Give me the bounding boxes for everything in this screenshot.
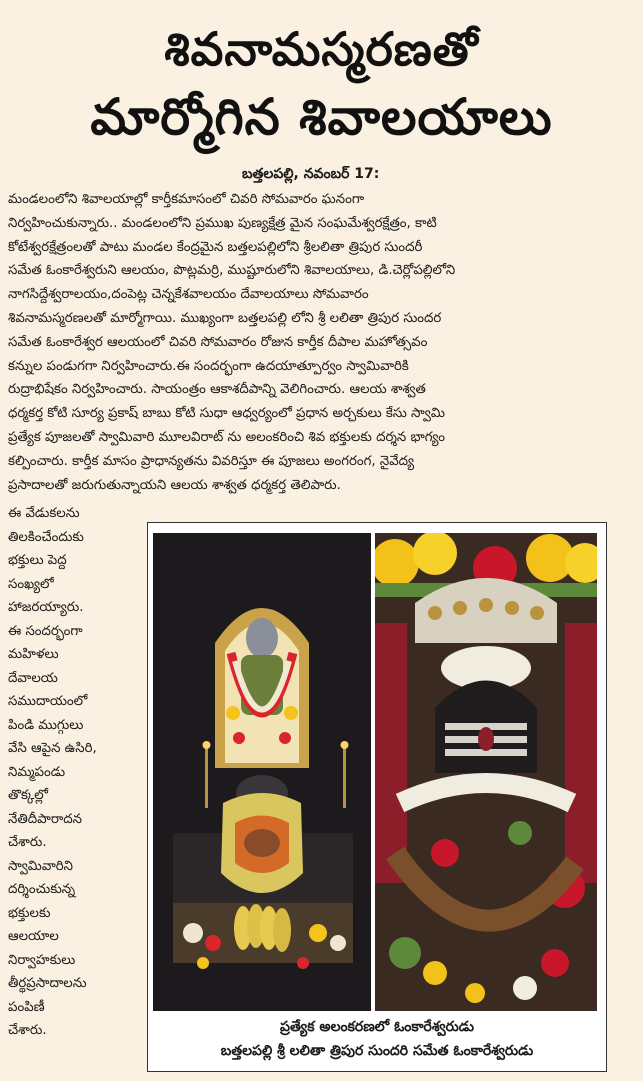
body-line: సమేత ఓంకారేశ్వర ఆలయంలో చివరి సోమవారం రోజున కార్తీక దీపాల మహోత్సవం [8, 334, 428, 350]
shiva-linga-image [375, 533, 597, 1011]
headline-line-2: మార్మోగిన శివాలయాలు [90, 88, 553, 146]
body-line: ప్రత్యేక పూజలతో స్వామివారి మూలవిరాట్ ను అలంకరించి శివ భక్తులకు దర్శన భాగ్యం [8, 429, 445, 445]
photo-box [147, 522, 607, 1072]
body-line: ధర్మకర్త కోటి సూర్య ప్రకాష్ బాబు కోటి సుధా ఆధ్వర్యంలో ప్రధాన అర్చకులు కేసు స్వామి [8, 406, 445, 422]
side-line: సంఖ్యలో [8, 576, 54, 592]
side-line: ఆలయాల [8, 929, 59, 944]
side-line: తొక్కల్లో [8, 788, 48, 803]
body-line: రుద్రాభిషేకం నిర్వహించారు. సాయంత్రం ఆకాశదీపాన్ని వెలిగించారు. ఆలయ శాశ్వత [8, 382, 426, 398]
side-line: సముదాయంలో [8, 694, 88, 709]
body-line: శివనామస్మరణలతో మార్మోగాయి. ముఖ్యంగా బత్తలపల్లి లోని శ్రీ లలితా త్రిపుర సుందర [8, 310, 442, 326]
body-line: నిర్వహించుకున్నారు.. మండలంలోని ప్రముఖ పుణ్యక్షేత్ర మైన సంఘమేశ్వరక్షేత్రం, కాటి [8, 215, 437, 231]
body-line: కన్నుల పండుగగా నిర్వహించారు.ఈ సందర్భంగా ఉదయాత్పూర్వం స్వామివారికి [8, 358, 409, 374]
side-line: భక్తులు పెద్ద [8, 553, 67, 568]
headline-line-1: శివనామస్మరణతో [164, 22, 479, 76]
body-line: మండలంలోని శివాలయాల్లో కార్తీకమాసంలో చివరి సోమవారం ఘనంగా [8, 192, 365, 207]
side-line: నేతిదీపారాదన [8, 811, 83, 827]
body-line: ప్రసాదాలతో జరుగుతున్నాయని ఆలయ శాశ్వత ధర్మకర్త తెలిపారు. [8, 477, 341, 493]
side-line: చేశారు. [8, 1023, 47, 1038]
caption-line-1: ప్రత్యేక అలంకరణలో ఓంకారేశ్వరుడు [280, 1019, 474, 1035]
shiva-linga-photo [375, 533, 597, 1011]
side-line: వేసి ఆపైన ఉసిరి, [8, 741, 97, 756]
side-line: నిర్వాహకులు [8, 952, 76, 968]
body-line: కోటేశ్వరక్షేత్రంలతో పాటు మండల కేంద్రమైన బత్తలపల్లిలోని శ్రీలలితా త్రిపుర సుందరీ [8, 239, 423, 255]
side-column [8, 502, 150, 1043]
body-line: నాగసిద్దేశ్వరాలయం,దంపెట్ల చెన్నకేశవాలయం దేవాలయాలు సోమవారం [8, 287, 369, 303]
side-line: ఈ వేడుకలను [8, 506, 80, 521]
goddess-idol-image [153, 533, 371, 1011]
caption-line-2: బత్తలపల్లి శ్రీ లలితా త్రిపుర సుందరి సమేత ఓంకారేశ్వరుడు [220, 1043, 534, 1059]
side-line: హాజరయ్యారు. [8, 600, 84, 615]
side-line: దర్శించుకున్న [8, 882, 76, 897]
body-line: కల్పించారు. కార్తీక మాసం ప్రాధాన్యతను వివరిస్తూ ఈ పూజలు అంగరంగ, నైవేద్య [8, 453, 415, 469]
article-body [8, 188, 636, 497]
side-line: దేవాలయ [8, 670, 58, 686]
side-line: తీర్థప్రసాదాలను [8, 976, 87, 991]
side-line: పంపిణీ [8, 999, 45, 1015]
side-line: స్వామివారిని [8, 858, 74, 874]
side-line: తిలకించేందుకు [8, 529, 84, 545]
goddess-idol-photo [153, 533, 371, 1011]
side-line: నిమ్మపండు [8, 764, 66, 780]
side-line: పిండి ముగ్గులు [8, 717, 84, 733]
side-line: భక్తులకు [8, 905, 51, 921]
body-line: సమేత ఓంకారేశ్వరుని ఆలయం, పొట్లమర్రి, ముష్టూరులోని శివాలయాలు, డి.చెర్లోపల్లిలోని [8, 263, 456, 279]
side-line: మహిళలు [8, 647, 59, 662]
side-line: ఈ సందర్భంగా [8, 623, 83, 639]
photo-caption [153, 1015, 601, 1063]
side-line: చేశారు. [8, 835, 47, 850]
dateline: బత్తలపల్లి, నవంబర్ 17: [242, 166, 380, 182]
